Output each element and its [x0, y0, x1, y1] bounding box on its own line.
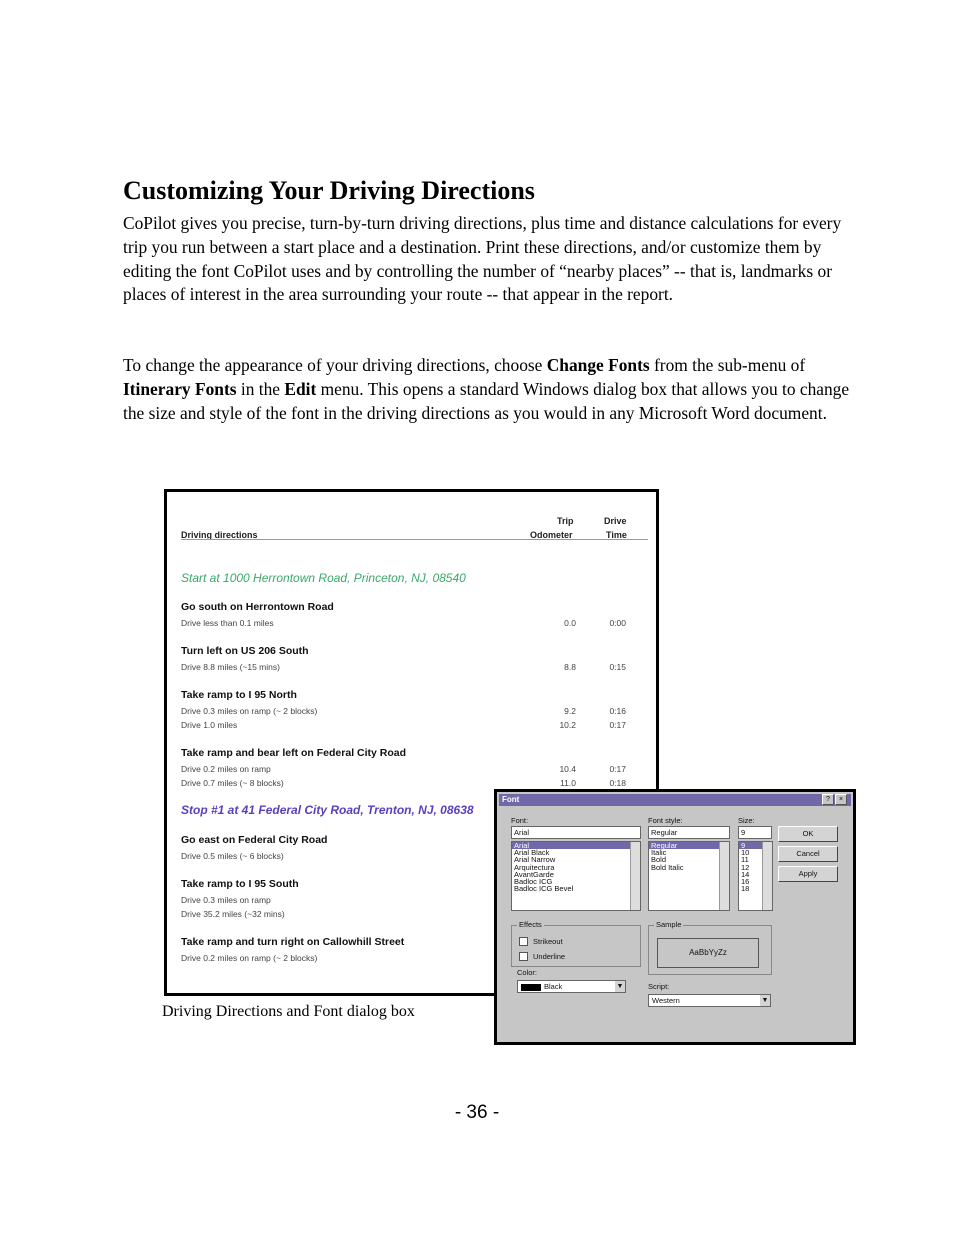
size-label: Size: [738, 816, 755, 825]
step-title: Take ramp to I 95 South [181, 878, 299, 890]
color-select[interactable] [517, 980, 626, 993]
size-option[interactable]: 9 [739, 842, 772, 849]
script-select[interactable] [648, 994, 771, 1007]
header-rule [181, 539, 648, 540]
font-list[interactable] [511, 841, 641, 911]
step-detail: Drive 0.5 miles (~ 6 blocks) [181, 851, 284, 861]
step-detail: Drive 8.8 miles (~15 mins) [181, 662, 280, 672]
font-dialog [494, 789, 856, 1045]
size-input[interactable]: 9 [738, 826, 772, 839]
page-heading: Customizing Your Driving Directions [123, 176, 535, 205]
font-option[interactable]: Badloc ICG Bevel [514, 884, 574, 894]
style-list-scrollbar[interactable] [719, 842, 729, 910]
ok-button[interactable]: OK [778, 826, 838, 842]
size-option[interactable]: 11 [741, 855, 749, 865]
style-option[interactable]: Bold Italic [651, 862, 684, 872]
para2-text-4: menu. This opens a standard Windows dialog box that allows you to change the size and style of the font in the driving directions as you would in any Microsoft Word document. [123, 378, 850, 423]
step-title: Turn left on US 206 South [181, 645, 309, 657]
intro-paragraph: CoPilot gives you precise, turn-by-turn driving directions, plus time and distance calculations for every trip you run between a start place and a destination. Print these directions, and/or customize them by editing the font CoPilot uses and by controlling the number of “nearby places” -- that is, landmarks or places of interest in the area surrounding your route -- that appear in the report. [123, 213, 842, 305]
close-button[interactable]: × [835, 794, 847, 805]
itinerary-fonts-term: Itinerary Fonts [123, 378, 237, 399]
strikeout-checkbox[interactable] [519, 937, 528, 946]
trip-odometer: 8.8 [564, 662, 576, 672]
page-number: - 36 - [454, 1102, 500, 1123]
effects-label: Effects [519, 920, 542, 929]
change-fonts-paragraph [123, 354, 868, 425]
para2-text-2: from the sub-menu of [649, 355, 806, 375]
font-option[interactable]: Arial Narrow [514, 855, 556, 865]
color-swatch [521, 984, 541, 991]
font-option[interactable]: Badloc ICG [514, 876, 553, 886]
para2-text-1: To change the appearance of your driving directions, choose [123, 355, 547, 375]
drive-time: 0:00 [609, 618, 626, 628]
color-label: Color: [517, 968, 538, 977]
step-title: Go east on Federal City Road [181, 834, 328, 846]
size-option[interactable]: 16 [741, 876, 750, 886]
sample-preview: AaBbYyZz [657, 938, 759, 968]
chevron-down-icon[interactable]: ▼ [761, 997, 769, 1004]
trip-odometer: 11.0 [560, 778, 576, 788]
font-style-label: Font style: [648, 816, 683, 825]
font-option[interactable]: AvantGarde [514, 869, 554, 879]
col-drive-1: Drive [604, 516, 627, 526]
drive-time: 0:15 [609, 662, 626, 672]
start-location: Start at 1000 Herrontown Road, Princeton, NJ, 08540 [181, 571, 466, 585]
col-trip-1: Trip [557, 516, 574, 526]
change-fonts-term: Change Fonts [546, 355, 650, 375]
size-option[interactable]: 14 [741, 869, 750, 879]
underline-label: Underline [533, 952, 566, 961]
step-title: Go south on Herrontown Road [181, 601, 334, 613]
step-title: Take ramp to I 95 North [181, 689, 297, 701]
step-detail: Drive 0.2 miles on ramp (~ 2 blocks) [181, 953, 318, 963]
figure-caption: Driving Directions and Font dialog box [162, 1003, 415, 1020]
font-option[interactable]: Arial [512, 842, 640, 849]
edit-term: Edit [284, 378, 317, 399]
size-list[interactable] [738, 841, 773, 911]
trip-odometer: 10.4 [559, 764, 576, 774]
step-title: Take ramp and turn right on Callowhill Street [181, 936, 405, 948]
drive-time: 0:18 [609, 778, 626, 788]
trip-odometer: 0.0 [564, 618, 576, 628]
step-title: Take ramp and bear left on Federal City Road [181, 747, 407, 759]
size-option[interactable]: 12 [741, 862, 750, 872]
step-detail: Drive 35.2 miles (~32 mins) [181, 909, 285, 919]
size-option[interactable]: 18 [741, 884, 750, 894]
underline-checkbox[interactable] [519, 952, 528, 961]
style-option[interactable]: Italic [651, 848, 667, 858]
font-label: Font: [511, 816, 529, 825]
step-detail: Drive 0.7 miles (~ 8 blocks) [181, 778, 284, 788]
script-value: Western [652, 996, 680, 1005]
step-detail: Drive less than 0.1 miles [181, 618, 274, 628]
script-label: Script: [648, 982, 670, 991]
directions-header: Driving directions [181, 530, 258, 540]
col-drive-2: Time [606, 530, 627, 540]
help-button[interactable]: ? [822, 794, 834, 805]
apply-button[interactable]: Apply [778, 866, 838, 882]
stop-location: Stop #1 at 41 Federal City Road, Trenton, NJ, 08638 [181, 803, 474, 817]
font-option[interactable]: Arquitectura [514, 862, 555, 872]
trip-odometer: 10.2 [559, 720, 576, 730]
size-list-scrollbar[interactable] [762, 842, 772, 910]
effects-group [511, 925, 641, 967]
color-value: Black [544, 982, 563, 991]
cancel-button[interactable]: Cancel [778, 846, 838, 862]
font-style-list[interactable] [648, 841, 730, 911]
step-detail: Drive 0.3 miles on ramp [181, 895, 271, 905]
sample-label: Sample [656, 920, 682, 929]
drive-time: 0:16 [609, 706, 626, 716]
font-list-scrollbar[interactable] [630, 842, 640, 910]
step-detail: Drive 0.3 miles on ramp (~ 2 blocks) [181, 706, 318, 716]
col-trip-2: Odometer [530, 530, 573, 540]
chevron-down-icon[interactable]: ▼ [616, 983, 624, 990]
dialog-title: Font [499, 794, 851, 806]
drive-time: 0:17 [609, 720, 626, 730]
step-detail: Drive 0.2 miles on ramp [181, 764, 271, 774]
drive-time: 0:17 [609, 764, 626, 774]
font-style-input[interactable]: Regular [648, 826, 730, 839]
style-option[interactable]: Bold [651, 855, 667, 865]
para2-text-3: in the [236, 378, 285, 399]
step-detail: Drive 1.0 miles [181, 720, 238, 730]
trip-odometer: 9.2 [564, 706, 576, 716]
size-option[interactable]: 10 [741, 848, 750, 858]
font-option[interactable]: Arial Black [514, 848, 550, 858]
strikeout-label: Strikeout [533, 937, 563, 946]
font-input[interactable]: Arial [511, 826, 641, 839]
style-option[interactable]: Regular [649, 842, 729, 849]
